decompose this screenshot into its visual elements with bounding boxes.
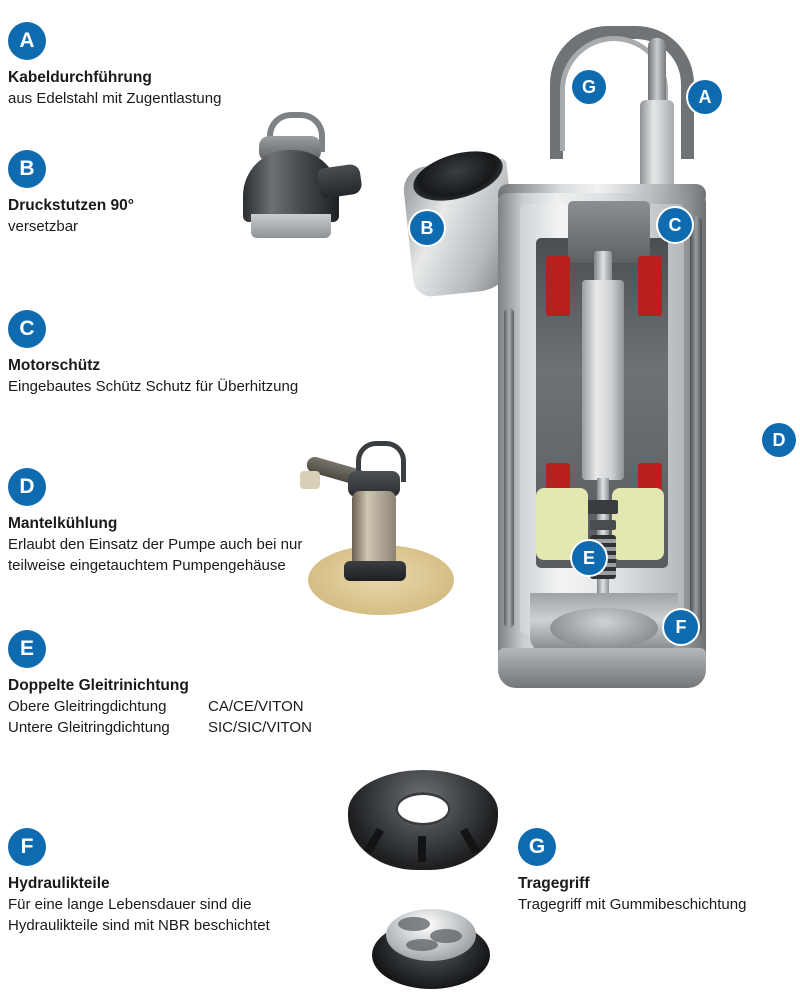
pump-top-detail-illustration: [215, 110, 365, 230]
callout-b: B: [410, 211, 444, 245]
small-pump-jacket: [251, 214, 331, 238]
cable-gland: [640, 100, 674, 190]
feature-title-a: Kabeldurchführung: [8, 69, 152, 86]
spec-value-lower-seal: SIC/SIC/VITON: [208, 718, 312, 736]
feature-block-g: [518, 828, 798, 916]
feature-spec-row-upper-seal: [8, 697, 428, 717]
spec-value-upper-seal: CA/CE/VITON: [208, 698, 304, 716]
feature-badge-g: G: [518, 828, 556, 866]
feature-title-e: Doppelte Gleitrinichtung: [8, 677, 189, 694]
seal-spacer: [590, 520, 616, 530]
tie-rod-left: [504, 308, 514, 628]
feature-title-d: Mantelkühlung: [8, 515, 118, 532]
spec-label-upper-seal: Obere Gleitringdichtung: [8, 698, 167, 716]
oil-chamber-right: [612, 488, 664, 560]
stator-winding-left-top: [546, 256, 570, 316]
feature-desc-g: Tragegriff mit Gummibeschichtung: [518, 896, 747, 914]
feature-badge-c: C: [8, 310, 46, 348]
diffuser-bore: [395, 792, 451, 826]
stator-winding-right-top: [638, 256, 662, 316]
callout-d: D: [762, 423, 796, 457]
power-cable: [648, 38, 666, 108]
impeller-blade-1: [398, 917, 430, 931]
callout-c: C: [658, 208, 692, 242]
callout-g: G: [572, 70, 606, 104]
feature-title-f: Hydraulikteile: [8, 875, 110, 892]
feature-block-c: [8, 310, 338, 398]
rotor: [582, 280, 624, 480]
feature-spec-row-lower-seal: [8, 718, 428, 738]
application-pump-body: [352, 491, 396, 569]
feature-desc-a: aus Edelstahl mit Zugentlastung: [8, 90, 222, 108]
feature-badge-d: D: [8, 468, 46, 506]
feature-badge-f: F: [8, 828, 46, 866]
pump-cutaway-illustration: [400, 8, 798, 718]
feature-desc-f: Für eine lange Lebensdauer sind die Hydraulikteile sind mit NBR beschichtet: [8, 896, 270, 934]
feature-badge-a: A: [8, 22, 46, 60]
callout-f: F: [664, 610, 698, 644]
feature-desc-c: Eingebautes Schütz Schutz für Überhitzung: [8, 378, 299, 396]
small-pump-outlet: [317, 163, 363, 199]
feature-desc-d: Erlaubt den Einsatz der Pumpe auch bei nur teilweise eingetauchtem Pumpengehäuse: [8, 536, 303, 574]
spec-label-lower-seal: Untere Gleitringdichtung: [8, 718, 170, 736]
feature-block-d: [8, 468, 338, 576]
feature-title-c: Motorschütz: [8, 357, 101, 374]
feature-block-a: [8, 22, 338, 110]
impeller-blade-3: [406, 939, 438, 951]
callout-a: A: [688, 80, 722, 114]
application-pump-foot: [344, 561, 406, 581]
diffuser-vane-2: [418, 836, 426, 862]
upper-mechanical-seal: [588, 500, 618, 514]
discharge-hose-end: [300, 471, 320, 489]
feature-title-b: Druckstutzen 90°: [8, 197, 134, 214]
feature-block-e: [8, 630, 428, 738]
feature-badge-e: E: [8, 630, 46, 668]
feature-badge-b: B: [8, 150, 46, 188]
impeller-part-illustration: [372, 905, 490, 991]
feature-desc-b: versetzbar: [8, 218, 79, 236]
feature-title-g: Tragegriff: [518, 875, 590, 892]
diffuser-part-illustration: [348, 770, 498, 880]
callout-e: E: [572, 541, 606, 575]
tie-rod-right: [690, 216, 702, 636]
pump-base: [498, 648, 706, 688]
feature-block-f: [8, 828, 338, 936]
impeller-in-assembly: [550, 608, 658, 648]
